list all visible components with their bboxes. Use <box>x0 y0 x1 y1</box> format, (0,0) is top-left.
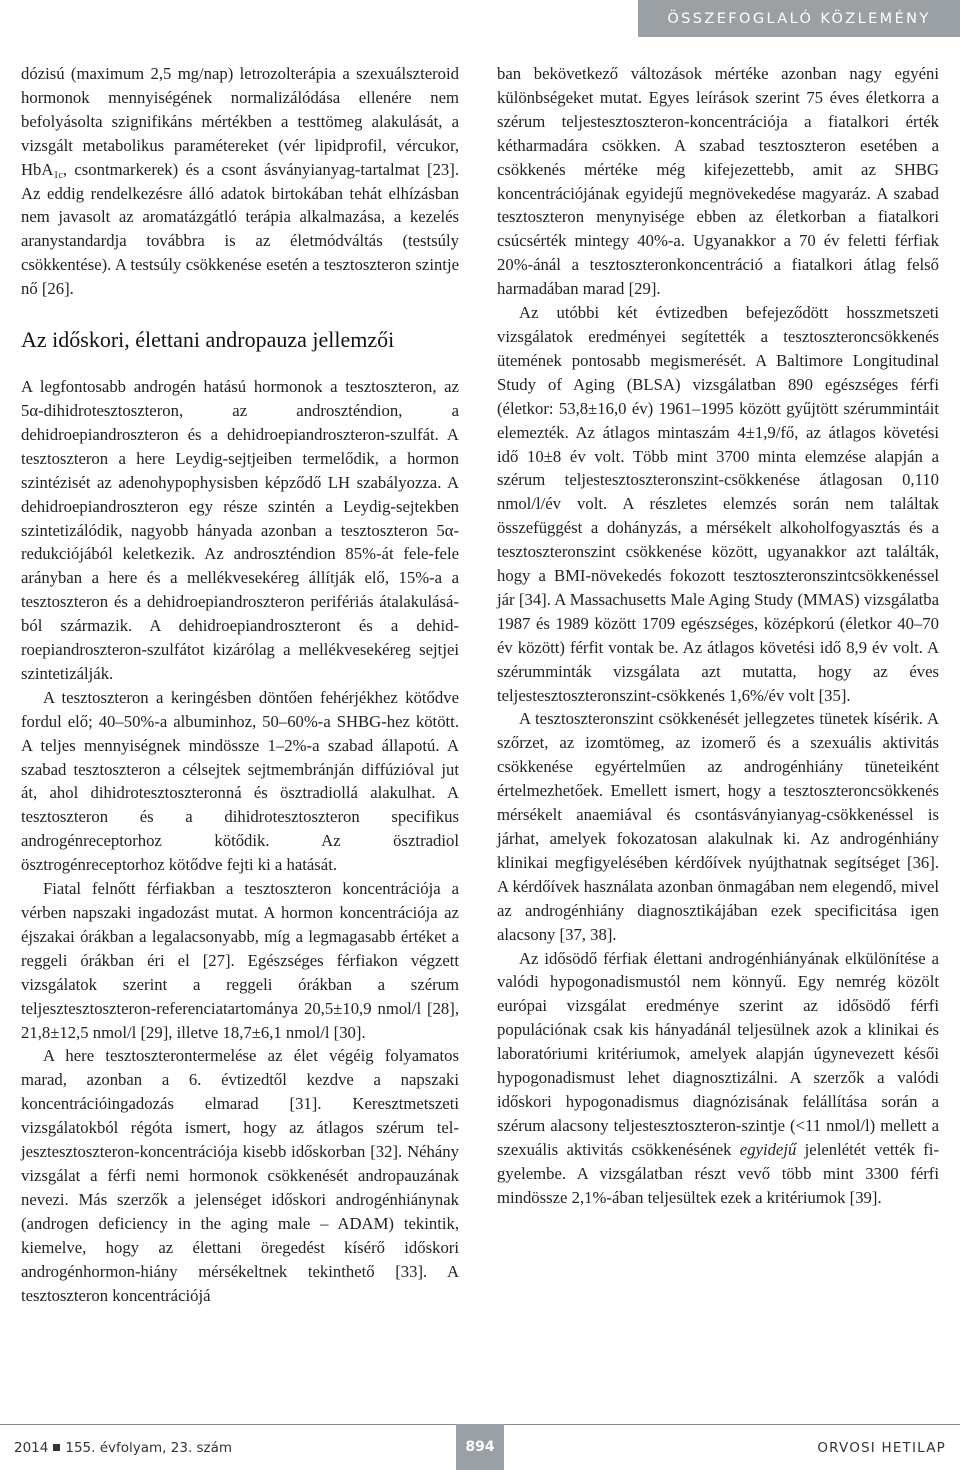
issue: 155. évfolyam, 23. szám <box>65 1440 233 1456</box>
page-number: 894 <box>456 1424 504 1470</box>
left-column <box>21 62 459 1307</box>
paragraph: Az utóbbi két évtizedben befejeződött hosszmetszeti vizsgálatok eredményei segítették a tesztoszteroncsökkenés ütemének pontosabb megismerését. A Baltimore Longitudinal Study of Aging (BLSA) vizsgálatban 890 egészséges férfi (életkor: 53,8±16,0 év) 1961–1995 között gyűjtött szérummintáit elemezték. Az átlagos mintaszám 4±1,9/fő, az átlagos követési idő 10±8 év volt. Több mint 3700 minta elemzése alapján a szérum teljestesztoszteronszint-csökkenése átlagosan 0,110 nmol/l/év volt. A részletes elemzés során nem találtak összefüggést a dohányzás, a mérsékelt alkoholfogyasztás és a tesztoszteronszint csökkenése között, ugyanakkor azt találták, hogy a BMI-növekedés fokozott tesztoszteronszintcsökkenéssel jár [34]. A Massachusetts Male Aging Study (MMAS) vizsgálatba 1987 és 1989 között 1709 egészséges, középkorú (életkor 40–70 év között) férfit vontak be. Az átlagos követési idő 8,9 év volt. A szérumminták vizsgálata azt mutatta, hogy az éves teljestesztoszteronszint-csökkenés 1,6%/év volt [35]. <box>497 303 939 705</box>
issue-info <box>14 1440 232 1456</box>
section-heading: Az időskori, élettani andropauza jellemzői <box>21 327 395 353</box>
paragraph: A legfontosabb androgén hatású hormonok a tesztoszteron, az 5α-dihidrotesztoszteron, az androszténdion, a dehidroepiandroszteron és a dehidroepiandroszteron-szulfát. A tesztoszteron a here Leydig-sejtjeiben termelődik, a hormon szintézisét az adenohypophysisben képződő LH szabályozza. A dehidroepiandroszteron egy része szintén a Leydig-sejtekben szintetizálódik, nagyobb hányada azonban a tesztoszteron 5α-redukciójából keletkezik. Az androszténdion 85%-át fele-fele arányban a here és a mellékvesekéreg állítják elő, 15%-a a tesztoszteron és a dehidroepiandroszteron perifériás átalakulásából származik. A dehidroepiandroszteront és a dehidroepiandroszteron-szulfátot kizárólag a mellékvesekéreg sejtjei szintetizálják. <box>21 377 459 683</box>
paragraph: ban bekövetkező változások mértéke azonban nagy egyéni különbségeket mutat. Egyes leírások szerint 75 éves életkorra a szérum teljestesztoszteron-koncentrációja a fiatalkori érték kétharmadára csökken. A szabad tesztoszteron esetében a csökkenés mértéke még kifejezettebb, amit az SHBG koncentrációjának egyidejű megnövekedése magyaráz. A szabad tesztoszteron menynyisége ebben az életkorban a fiatalkori csúcsérték mintegy 40%-a. Ugyanakkor a 70 év feletti férfiak 20%-ánál a tesztoszteronkoncentráció a fiatalkori átlag felső harmadában marad [29]. <box>497 64 939 299</box>
paragraph: dózisú (maximum 2,5 mg/nap) letrozolterápia a szexuálszteroid hormonok mennyiségének normalizálódása ellenére nem befolyásolta szignifikáns mértékben a testtömeg alakulását, a vizsgált metabolikus paramétereket (vér lipidprofil, vércukor, HbA$_{1c}$, csontmarkerek) és a csont ásványianyag-tartalmat [23]. Az eddig rendelkezésre álló adatok birtokában tehát elhízásban nem javasolt az aromatázgátló terápia alkalmazása, a kezelés aranystandardja továbbra is az életmódváltás (testsúly csökkentése). A testsúly csökkenése esetén a tesztoszteron szintje nő [26]. <box>21 64 459 299</box>
paragraph: Fiatal felnőtt férfiakban a tesztoszteron koncentrációja a vérben napszaki ingadozást mutat. A hormon koncentrációja az éjszakai órákban a legalacsonyabb, míg a legmagasabb értéket a reggeli órákban éri el [27]. Egészséges férfiakon végzett vizsgálatok szerint a reggeli órákban a szérum teljesztesztoszteron-referenciatartománya 20,5±10,9 nmol/l [28], 21,8±12,5 nmol/l [29], illetve 18,7±6,1 nmol/l [30]. <box>21 879 459 1042</box>
page-footer <box>0 1424 960 1470</box>
square-bullet-icon <box>53 1444 60 1451</box>
paragraph: Az idősödő férfiak élettani androgénhiányának elkülönítése a valódi hypogonadismustól nem könnyű. Egy nemrég közölt európai vizsgálat eredménye szerint az idősödő férfi populációnak csak kis hányadánál teljesülnek azok a klinikai és laboratóriumi kritériumok, amelyek alapján úgynevezett késői hypogonadismust lehet diagnosztizálni. A szerzők a valódi időskori hypogonadismus diagnózisának felállítása során a szérum alacsony teljestesztoszteron-szintje (<11 nmol/l) mellett a szexuális aktivitás csökkenésének egyidejű jelenlétét vették figyelembe. A vizsgálatban részt vevő több mint 3300 férfi mindössze 2,1%-ában teljesültek ezek a kritériumok [39]. <box>497 948 940 1207</box>
paragraph: A tesztoszteron a keringésben döntően fehérjékhez kötődve fordul elő; 40–50%-a albuminhoz, 50–60%-a SHBG-hez kötött. A teljes mennyiségnek mindössze 1–2%-a szabad állapotú. A szabad tesztoszteron a célsejtek sejtmembránján diffúzióval jut át, ahol dihidrotesztoszteronná és ösztradiollá alakulhat. A tesztoszteron és a dihidrotesztoszteron specifikus androgénreceptorhoz kötődik. Az ösztradiol ösztrogénreceptorhoz kötődve fejti ki a hatását. <box>21 687 459 875</box>
right-column <box>497 62 939 1210</box>
year: 2014 <box>14 1440 49 1456</box>
paragraph: A tesztoszteronszint csökkenését jellegzetes tünetek kísérik. A szőrzet, az izomtömeg, az izomerő és a szexuális aktivitás csökkenése egyértelműen az androgénhiány tüneteiként értelmezhetőek. Emellett ismert, hogy a tesztoszteroncsökkenés mérsékelt anaemiával és csontásványianyag-csökkenéssel is járhat, amelyek fokozatosan alakulnak ki. Az androgénhiány klinikai megfigyelésében kérdőívek nyújthatnak segítséget [36]. A kérdőívek használata azonban önmagában nem elegendő, mivel az androgénhiány diagnosztikájában ezek specificitása igen alacsony [37, 38]. <box>497 709 939 944</box>
paragraph: A here tesztoszterontermelése az élet végéig folyamatos marad, azonban a 6. évtizedtől kezdve a napszaki koncentrációingadozás elmarad [31]. Keresztmetszeti vizsgálatokból régóta ismert, hogy az átlagos szérum teljesztesztoszteron-koncentrációja kisebb időskorban [32]. Néhány vizsgálat a férfi nemi hormonok csökkenését andropauzának nevezi. Más szerzők a jelenséget időskori androgénhiánynak (androgen deficiency in the aging male – ADAM) tekintik, kiemelve, hogy az élettani öregedést kísérő időskori androgénhormon-hiány mérsékeltnek tekinthető [33]. A tesztoszteron koncentrációjá <box>21 1046 459 1305</box>
journal-name: ORVOSI HETILAP <box>817 1440 946 1456</box>
section-label: ÖSSZEFOGLALÓ KÖZLEMÉNY <box>638 0 960 37</box>
